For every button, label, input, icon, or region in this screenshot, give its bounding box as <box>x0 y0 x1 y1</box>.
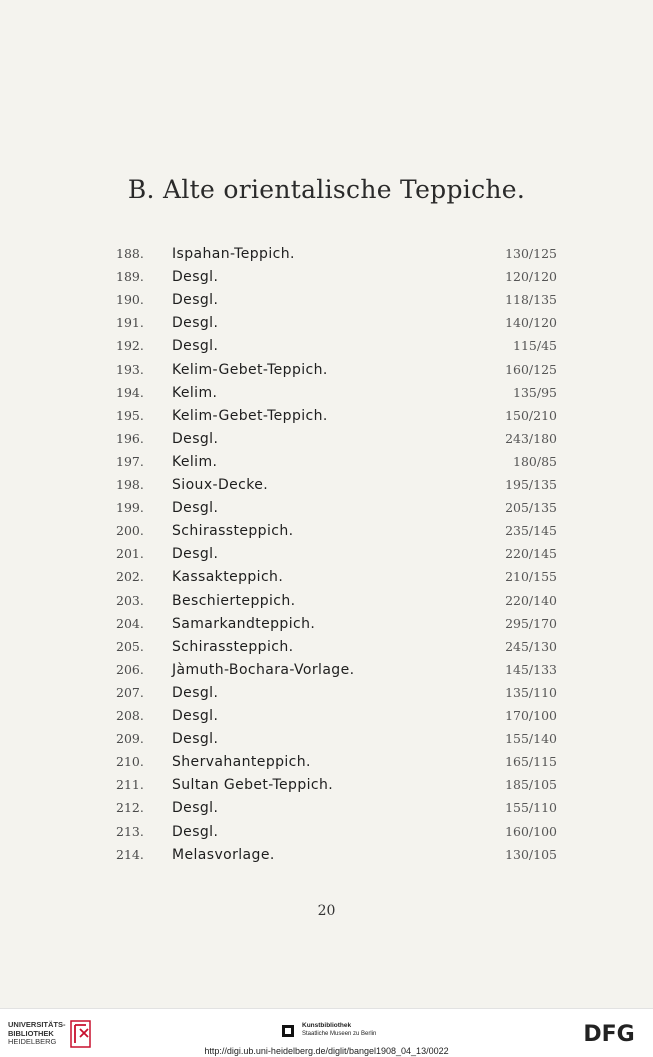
entry-dimensions: 160/125 <box>505 361 557 377</box>
list-item <box>0 385 653 407</box>
ub-logo-line1: UNIVERSITÄTS- <box>8 1020 66 1029</box>
entry-number: 214. <box>116 846 144 862</box>
kunstbibliothek-logo[interactable] <box>280 1020 400 1044</box>
entry-dimensions: 195/135 <box>505 477 557 492</box>
entry-dimensions: 135/95 <box>513 384 557 400</box>
list-item <box>0 338 653 360</box>
list-item <box>0 246 653 268</box>
entry-title: Sioux-Decke. <box>172 477 269 493</box>
ub-logo-line2: BIBLIOTHEK <box>8 1028 54 1038</box>
entry-number: 209. <box>116 731 144 747</box>
entry-title: Melasvorlage. <box>172 846 275 863</box>
list-item <box>0 847 653 869</box>
list-item <box>0 315 653 337</box>
list-item <box>0 731 653 753</box>
entry-number: 188. <box>116 246 144 261</box>
entry-dimensions: 160/100 <box>505 823 557 839</box>
entry-dimensions: 150/210 <box>505 407 557 423</box>
entry-dimensions: 220/140 <box>505 592 557 608</box>
entry-title: Kelim-Gebet-Teppich. <box>172 361 328 378</box>
entry-number: 212. <box>116 800 144 816</box>
entry-dimensions: 205/135 <box>505 500 557 516</box>
entry-dimensions: 120/120 <box>505 269 557 285</box>
list-item <box>0 477 653 499</box>
entry-title: Desgl. <box>172 684 219 701</box>
ub-emblem-icon <box>68 1019 94 1049</box>
entry-dimensions: 155/110 <box>505 800 557 816</box>
entry-title: Desgl. <box>172 430 219 447</box>
kb-logo-line2: Staatliche Museen zu Berlin <box>302 1030 377 1037</box>
entry-dimensions: 115/45 <box>513 338 557 354</box>
entry-number: 204. <box>116 615 144 631</box>
dfg-logo[interactable] <box>575 1021 643 1045</box>
entry-number: 189. <box>116 269 144 285</box>
entry-number: 213. <box>116 823 144 839</box>
entry-title: Desgl. <box>172 800 219 817</box>
list-item <box>0 685 653 707</box>
entry-number: 195. <box>116 407 144 423</box>
entry-number: 211. <box>116 777 144 793</box>
entry-dimensions: 220/145 <box>505 546 557 562</box>
dfg-logo-text: DFG <box>583 1022 635 1045</box>
list-item <box>0 569 653 591</box>
entry-title: Beschierteppich. <box>172 592 296 609</box>
entry-title: Shervahanteppich. <box>172 754 311 771</box>
entry-dimensions: 145/133 <box>505 661 557 677</box>
entry-dimensions: 185/105 <box>505 777 557 793</box>
entry-dimensions: 118/135 <box>505 292 557 308</box>
entry-number: 197. <box>116 453 144 469</box>
list-item <box>0 800 653 822</box>
entry-number: 198. <box>116 477 144 492</box>
section-heading: B. Alte orientalische Teppiche. <box>127 175 526 204</box>
entry-dimensions: 140/120 <box>505 315 557 331</box>
entry-title: Schirassteppich. <box>172 523 294 540</box>
list-item <box>0 362 653 384</box>
entry-title: Desgl. <box>172 338 219 355</box>
ub-logo-line3: HEIDELBERG <box>8 1037 57 1046</box>
entry-dimensions: 245/130 <box>505 638 557 654</box>
list-item <box>0 454 653 476</box>
entry-dimensions: 130/105 <box>505 846 557 862</box>
list-item <box>0 546 653 568</box>
entry-number: 194. <box>116 384 144 400</box>
list-item <box>0 616 653 638</box>
entry-number: 190. <box>116 292 144 308</box>
list-item <box>0 754 653 776</box>
list-item <box>0 593 653 615</box>
entry-number: 206. <box>116 661 144 677</box>
entry-number: 191. <box>116 315 144 331</box>
entry-number: 208. <box>116 708 144 723</box>
list-item <box>0 431 653 453</box>
list-item <box>0 269 653 291</box>
entry-title: Kelim. <box>172 384 218 401</box>
entry-number: 210. <box>116 754 144 770</box>
list-item <box>0 523 653 545</box>
list-item <box>0 824 653 846</box>
entry-title: Desgl. <box>172 315 219 332</box>
entry-dimensions: 243/180 <box>505 430 557 446</box>
entry-dimensions: 235/145 <box>505 523 557 539</box>
list-item <box>0 639 653 661</box>
list-item <box>0 662 653 684</box>
entry-title: Desgl. <box>172 823 219 840</box>
list-item <box>0 500 653 522</box>
list-item <box>0 777 653 799</box>
entry-dimensions: 180/85 <box>513 453 557 469</box>
entry-title: Sultan Gebet-Teppich. <box>172 777 334 794</box>
kb-logo-line1: Kunstbibliothek <box>302 1022 352 1029</box>
entry-title: Desgl. <box>172 269 219 286</box>
entry-number: 201. <box>116 546 144 562</box>
entry-number: 207. <box>116 684 144 700</box>
entry-dimensions: 170/100 <box>505 708 557 723</box>
entry-number: 200. <box>116 523 144 539</box>
entry-dimensions: 295/170 <box>505 615 557 631</box>
entry-number: 192. <box>116 338 144 354</box>
kunstbibliothek-emblem-icon <box>280 1023 296 1039</box>
list-item <box>0 292 653 314</box>
footer-bar <box>0 1008 653 1057</box>
entry-title: Samarkandteppich. <box>172 615 316 632</box>
entry-title: Kelim-Gebet-Teppich. <box>172 407 328 424</box>
entry-number: 203. <box>116 592 144 608</box>
entry-dimensions: 135/110 <box>505 684 557 700</box>
entry-title: Desgl. <box>172 500 219 517</box>
entry-title: Ispahan-Teppich. <box>172 246 295 262</box>
entry-number: 205. <box>116 638 144 654</box>
list-item <box>0 708 653 730</box>
entry-title: Desgl. <box>172 292 219 309</box>
entry-number: 199. <box>116 500 144 516</box>
entry-title: Schirassteppich. <box>172 638 294 655</box>
entry-dimensions: 155/140 <box>505 731 557 747</box>
permalink-url[interactable]: http://digi.ub.uni-heidelberg.de/diglit/bangel1908_04_13/0022 <box>204 1046 449 1056</box>
entry-number: 202. <box>116 569 144 585</box>
entry-number: 193. <box>116 361 144 377</box>
page-number: 20 <box>317 903 336 919</box>
entry-title: Desgl. <box>172 546 219 563</box>
entry-dimensions: 210/155 <box>505 569 557 585</box>
entry-title: Kelim. <box>172 453 218 470</box>
entry-dimensions: 165/115 <box>505 754 557 770</box>
list-item <box>0 408 653 430</box>
entry-title: Jàmuth-Bochara-Vorlage. <box>172 661 355 678</box>
entry-title: Desgl. <box>172 708 219 724</box>
entry-title: Kassakteppich. <box>172 569 284 586</box>
entry-title: Desgl. <box>172 731 219 748</box>
entry-number: 196. <box>116 430 144 446</box>
entry-dimensions: 130/125 <box>505 246 557 261</box>
